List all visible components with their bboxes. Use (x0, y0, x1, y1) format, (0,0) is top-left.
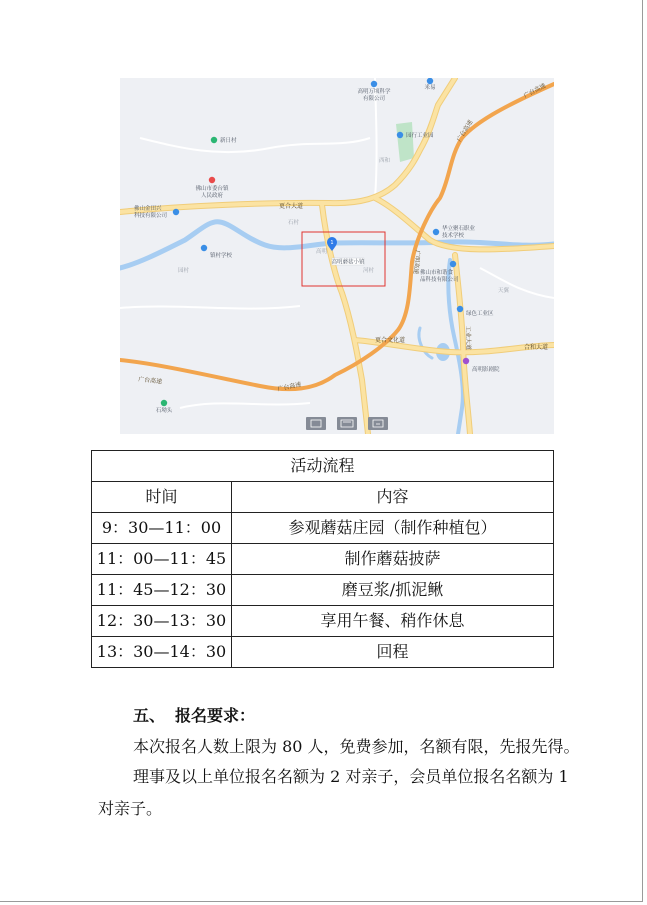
map-label: 高明 (316, 249, 328, 255)
company-icon (450, 261, 456, 267)
map-label: 河村 (363, 268, 375, 274)
map-label: 石坳头 (155, 408, 173, 414)
map-label: 米易 (424, 85, 436, 91)
map-control-button (337, 417, 357, 430)
roads (120, 78, 554, 434)
map-label: 佛山市和谐食 (420, 270, 454, 276)
paragraph-line: 对亲子。 (98, 799, 163, 818)
map-label: 科技有限公司 (134, 213, 168, 219)
schedule-time-cell: 12：30—13：30 (92, 606, 232, 637)
village-icon (211, 137, 217, 143)
table-title: 活动流程 (92, 451, 554, 482)
section-title: 报名要求： (175, 706, 256, 725)
schedule-content-cell: 参观蘑菇庄园（制作种植包） (232, 513, 554, 544)
school-icon (433, 229, 439, 235)
paragraph-line: 理事及以上单位报名名额为 2 对亲子，会员单位报名名额为 1 (133, 767, 569, 786)
road-edges (120, 78, 554, 434)
map-canvas (120, 78, 554, 434)
schedule-time-cell: 11：45—12：30 (92, 575, 232, 606)
page-edge-right (642, 0, 643, 902)
map-label: 华立聚石职业 (442, 226, 476, 232)
road-label: 广明高速 (411, 249, 421, 275)
company-icon (371, 81, 377, 87)
road-label: 合和大道 (524, 344, 549, 351)
map-controls (306, 417, 388, 430)
map-label: 园村 (178, 268, 190, 274)
map-label: 西和 (379, 158, 391, 164)
section-heading (133, 706, 255, 726)
table-row (92, 606, 554, 637)
destination-label: 高明蘑菇小镇 (331, 259, 365, 266)
map-label: 有限公司 (362, 96, 386, 102)
table-row (92, 575, 554, 606)
marker-number: 1 (330, 240, 334, 246)
minor-road (180, 403, 310, 408)
map-label: 佛山金田兴 (134, 206, 162, 212)
school-icon (201, 245, 207, 251)
activity-schedule-table (91, 450, 554, 668)
table-header-row (92, 482, 554, 513)
schedule-content-cell: 制作蘑菇披萨 (232, 544, 554, 575)
road-label: 广台高速 (276, 381, 302, 393)
map-label: 高明万顷科学 (357, 89, 391, 95)
place-icon (427, 78, 433, 84)
schedule-content-cell: 回程 (232, 637, 554, 668)
map-label: 人民政府 (200, 193, 224, 199)
park-area (396, 122, 414, 162)
map-label: 天翼 (498, 288, 510, 294)
map-label: 品科技有限公司 (420, 277, 459, 283)
map-label: 绿色工业区 (466, 311, 494, 317)
river-branch (419, 328, 432, 358)
company-icon (173, 209, 179, 215)
industrial-zone-icon (457, 306, 463, 312)
road-label: 广台高速 (522, 82, 548, 100)
map-control-button (306, 417, 326, 430)
road-label: 更合大道 (278, 203, 304, 210)
map-label: 园行工业园 (406, 133, 434, 139)
map-label: 镇村学校 (210, 253, 233, 259)
industrial-park-icon (397, 132, 403, 138)
minor-road (140, 138, 370, 152)
schedule-content-cell: 享用午餐、稍作休息 (232, 606, 554, 637)
section-number: 五、 (133, 706, 166, 725)
map-label: 石村 (288, 220, 300, 226)
government-icon (209, 177, 215, 183)
village-icon (161, 400, 167, 406)
minor-road (480, 268, 554, 298)
road-label: 广台高速 (137, 376, 163, 386)
schedule-time-cell: 13：30—14：30 (92, 637, 232, 668)
schedule-content-cell: 磨豆浆/抓泥鳅 (232, 575, 554, 606)
highway (120, 84, 554, 389)
map-label: 佛山市委台镇 (195, 186, 229, 192)
minor-road (120, 306, 300, 309)
location-map (120, 78, 554, 434)
table-row (92, 637, 554, 668)
header-time: 时间 (92, 482, 232, 513)
map-label: 技术学校 (442, 233, 465, 239)
theater-icon (463, 358, 469, 364)
page-edge-bottom (0, 901, 643, 902)
road-label: 更合文化道 (375, 337, 406, 344)
map-label: 新日村 (220, 138, 237, 144)
map-label: 高明影剧院 (472, 367, 500, 373)
table-row (92, 513, 554, 544)
table-row (92, 544, 554, 575)
paragraph-line: 本次报名人数上限为 80 人，免费参加，名额有限，先报先得。 (133, 737, 580, 756)
schedule-time-cell: 9：30—11：00 (92, 513, 232, 544)
map-control-button (368, 417, 388, 430)
road-label: 工业大道 (464, 325, 472, 351)
rivers (120, 222, 554, 434)
header-content: 内容 (232, 482, 554, 513)
road-label: 广台高速 (455, 118, 475, 144)
table-title-row (92, 451, 554, 482)
schedule-time-cell: 11：00—11：45 (92, 544, 232, 575)
